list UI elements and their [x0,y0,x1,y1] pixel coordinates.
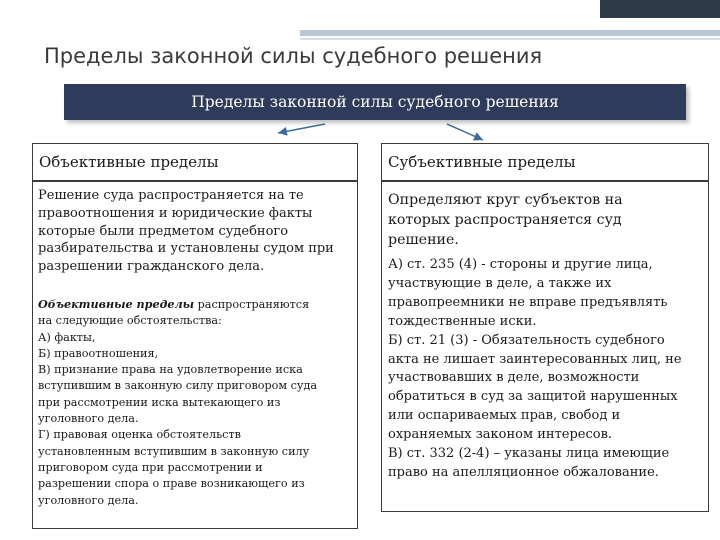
text-line: которые были предметом судебного [38,223,289,239]
text-line: правоотношения и юридические факты [38,205,313,221]
text-line: решение. [388,231,459,248]
text-line: участвовавших в деле, возможности [388,370,640,386]
text-line: разрешении гражданского дела. [38,259,265,275]
objective-header-box [32,143,358,181]
slide-title: Пределы законной силы судебного решения [44,44,543,68]
text-line: акта не лишает заинтересованных лиц, не [388,351,682,367]
subjective-header: Субъективные пределы [388,153,576,171]
text-line: уголовного дела. [38,412,139,426]
text-line: В) ст. 332 (2-4) – указаны лица имеющие [388,446,670,462]
banner-text: Пределы законной силы судебного решения [191,93,559,111]
objective-emphasis: Объективные пределы [38,297,195,311]
text-line: при рассмотрении иска вытекающего из [38,395,281,409]
text-line: Б) правоотношения, [38,346,159,360]
objective-details [38,296,356,509]
text-fragment: распространяются [194,298,310,311]
text-line: разбирательства и установлены судом при [38,241,334,257]
text-line: установленным вступившим в законную силу [38,444,310,458]
text-line: приговором суда при рассмотрении и [38,460,263,474]
text-line: Определяют круг субъектов на [388,192,623,208]
objective-intro [38,187,356,276]
text-line: разрешении спора о праве возникающего из [38,477,305,491]
text-line: правопреемники не вправе предъявлять [388,294,668,310]
text-line: А) факты, [38,330,96,344]
text-line: на следующие обстоятельства: [38,314,222,328]
text-line: Б) ст. 21 (3) - Обязательность судебного [388,332,665,348]
arrow-left [278,124,325,133]
text-line: обратиться в суд за защитой нарушенных [388,389,678,405]
text-line: участвующие в деле, а также их [388,275,612,291]
arrow-right [447,124,483,140]
text-line: А) ст. 235 (4) - стороны и другие лица, [388,257,653,272]
objective-body-box [32,181,358,529]
text-line: тождественные иски. [388,313,537,329]
text-line: вступившим в законную силу приговором суда [38,379,318,393]
text-line: право на апелляционное обжалование. [388,464,659,480]
text-line: охраняемых законом интересов. [388,427,613,443]
text-line: Г) правовая оценка обстоятельств [38,428,241,442]
subjective-intro [388,191,708,250]
text-line: Решение суда распространяется на те [38,188,304,203]
subjective-body-box [381,181,709,512]
objective-header: Объективные пределы [39,153,219,171]
text-line: которых распространяется суд [388,211,622,228]
text-line: В) признание права на удовлетворение иска [38,363,303,377]
text-line [38,296,356,313]
text-line: или оспариваемых прав, свобод и [388,408,621,424]
subjective-header-box [381,143,709,181]
subjective-details [388,256,708,483]
text-line: уголовного дела. [38,493,139,507]
